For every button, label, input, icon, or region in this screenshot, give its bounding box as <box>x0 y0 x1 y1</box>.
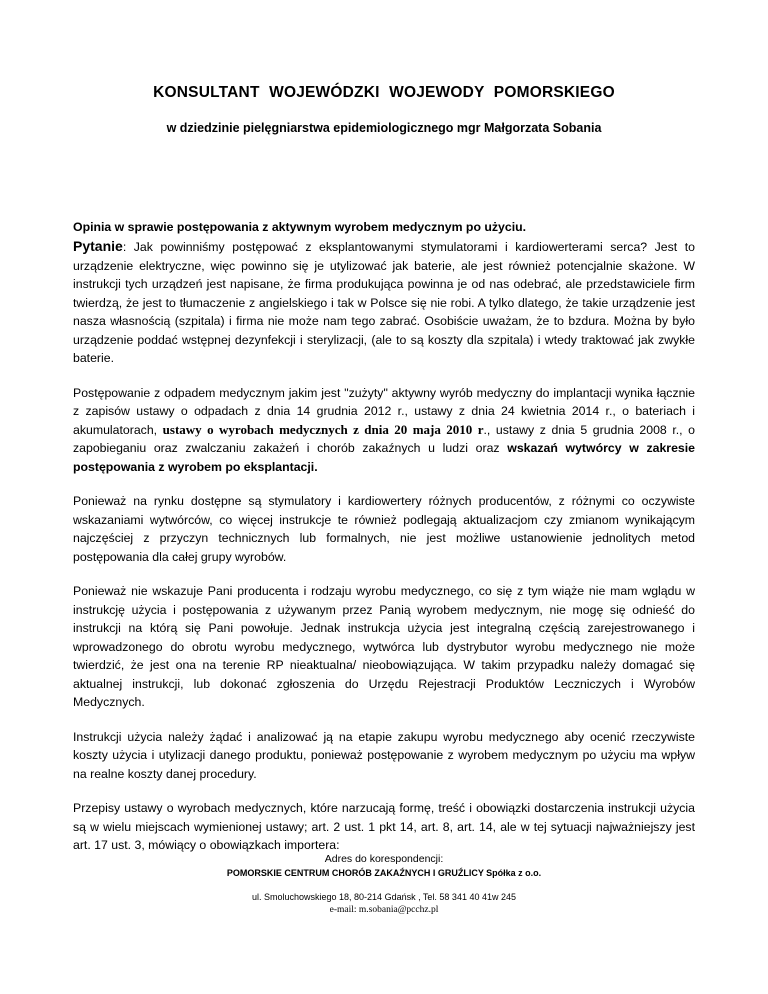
legal-basis-text-a: Postępowanie z odpadem medycznym jakim jest "zużyty" aktywny wyrób medyczny do implantacji wynika łącznie z zapisów ustawy o odpadach z dnia 14 grudnia 2012 r., ustawy z dnia 24 kwietnia 2014 r., o bateriach i akumulatorach, <box>73 385 695 437</box>
footer-address: ul. Smoluchowskiego 18, 80-214 Gdańsk , Tel. 58 341 40 41w 245 <box>251 892 516 902</box>
paragraph-manufacturers: Ponieważ na rynku dostępne są stymulatory i kardiowertery różnych producentów, z różnymi co oczywiste wskazaniami wytwórców, co więcej instrukcje te również podlegają aktualizacjom czy zmianom wynikającym najczęściej z przyczyn technicznych lub formalnych, nie jest możliwe ustanowienie jednolitych metod postępowania dla całej grupy wyrobów. <box>73 494 695 564</box>
legal-basis-manufacturer-note: wskazań wytwórcy w zakresie postępowania z wyrobem po eksplantacji. <box>73 441 695 474</box>
document-title: KONSULTANT WOJEWÓDZKI WOJEWODY POMORSKIEGO <box>153 84 615 101</box>
paragraph-purchase: Instrukcji użycia należy żądać i analizować ją na etapie zakupu wyrobu medycznego aby ocenić rzeczywiste koszty użycia i utylizacji danego produktu, ponieważ postępowanie z wyrobem medycznym po użyciu ma wpływ na realne koszty danej procedury. <box>73 729 695 781</box>
legal-basis-act-ref: ustawy o wyrobach medycznych z dnia 20 maja 2010 r <box>162 421 484 437</box>
question-text: : Jak powinniśmy postępować z eksplantowanymi stymulatorami i kardiowerterami serca? Jest to urządzenie elektryczne, więc powinno się je utylizować jak baterie, ale jest również potencjalnie skażone. W instrukcji tych urządzeń jest napisane, że firma produkująca powinna je od nas odebrać, ale przedstawiciele firm twierdzą, że jest to tłumaczenie z angielskiego i tak w Polsce się nie robi. A tylko dlatego, że takie urządzenie jest nasza własnością (szpitala) i firma nie może nam tego zabrać. Osobiście uważam, że to bzdura. Można by było urządzenie poddać wstępnej dezynfekcji i sterylizacji, (ale to są koszty dla szpitala) i wtedy traktować jak zwykłe baterie. <box>73 240 695 365</box>
document-body <box>73 218 695 871</box>
footer <box>0 852 768 916</box>
footer-email: e-mail: m.sobania@pcchz.pl <box>329 905 439 915</box>
footer-organization: POMORSKIE CENTRUM CHORÓB ZAKAŹNYCH I GRUŹLICY Spółka z o.o. <box>226 868 542 878</box>
paragraph-instructions: Ponieważ nie wskazuje Pani producenta i rodzaju wyrobu medycznego, co się z tym wiąże nie mam wglądu w instrukcję użycia i postępowania z używanym przez Panią wyrobem medycznym, nie mogę się odnieść do instrukcji na którą się Pani powołuje. Jednak instrukcja użycia jest integralną częścią zarejestrowanego i wprowadzonego do obrotu wyrobu medycznego, wytwórca lub dystrybutor wyrobu medycznego nie może twierdzić, że jest ona na terenie RP nieaktualna/ nieobowiązująca. W takim przypadku należy domagać się aktualnej instrukcji, lub dokonać zgłoszenia do Urzędu Rejestracji Produktów Leczniczych i Wyrobów Medycznych. <box>73 584 695 709</box>
question-label: Pytanie <box>73 238 123 254</box>
paragraph-regulations: Przepisy ustawy o wyrobach medycznych, które narzucają formę, treść i obowiązki dostarczenia instrukcji użycia są w wielu miejscach wymienionej ustawy; art. 2 ust. 1 pkt 14, art. 8, art. 14, ale w tej sytuacji najważniejszy jest art. 17 ust. 3, mówiący o obowiązkach importera: <box>73 801 695 852</box>
document-subtitle: w dziedzinie pielęgniarstwa epidemiologicznego mgr Małgorzata Sobania <box>166 121 602 135</box>
opinion-heading: Opinia w sprawie postępowania z aktywnym wyrobem medycznym po użyciu. <box>73 220 527 234</box>
paragraph-legal-basis <box>73 384 695 477</box>
question-paragraph <box>73 237 695 368</box>
footer-address-label: Adres do korespondencji: <box>324 853 444 865</box>
legal-basis-text-c: ., ustawy z dnia 5 grudnia 2008 r., o zapobieganiu oraz zwalczaniu zakażeń i chorób zakaźnych u ludzi oraz <box>73 422 696 455</box>
